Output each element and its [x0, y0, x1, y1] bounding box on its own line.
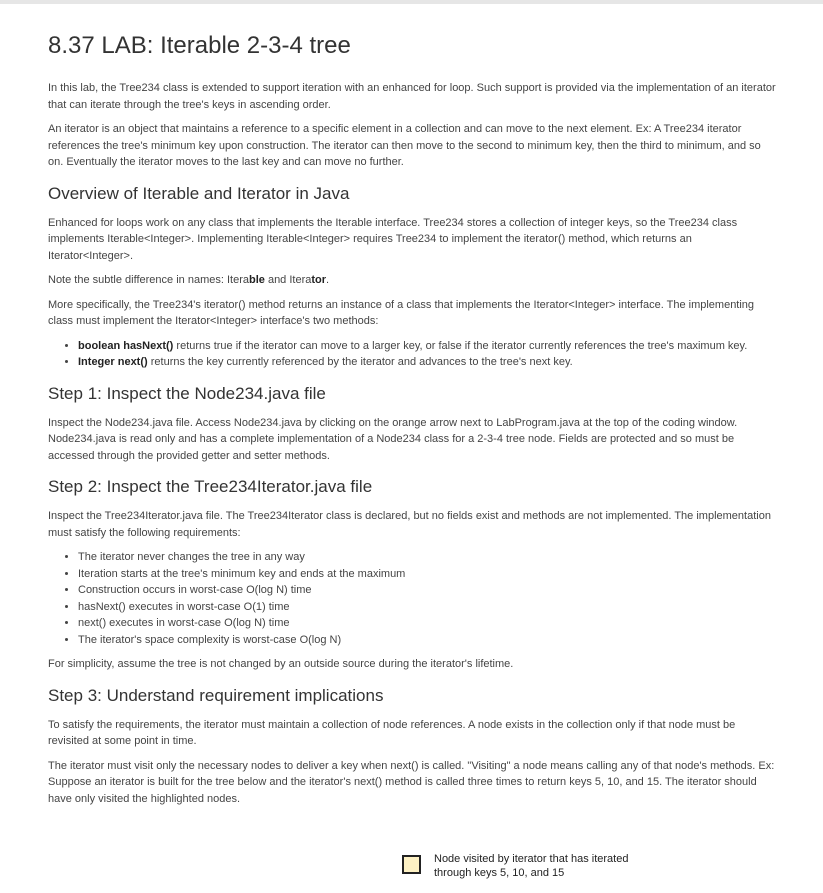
intro-paragraph-1: In this lab, the Tree234 class is extended to support iteration with an enhanced for loop. Such support is provided via the implementation of an iterator that can iterate through the tree's keys in ascending order.: [48, 82, 776, 111]
list-item-next: [78, 354, 778, 371]
highlight-swatch: [402, 855, 421, 874]
step3-paragraph-1: To satisfy the requirements, the iterator must maintain a collection of node references. A node exists in the collection only if that node must be revisited at some point in time.: [48, 718, 736, 747]
note-bold-ble: ble: [248, 274, 265, 286]
step3-heading: Step 3: Understand requirement implications: [48, 685, 384, 705]
method-list: [48, 338, 778, 371]
overview-paragraph-1: Enhanced for loops work on any class that implements the Iterable interface. Tree234 stores a collection of integer keys, so the Tree234 class implements Iterable<Integer>. Implementing Iterable<Integer> requires Tree234 to implement the iterator() method, which returns an Iterator<Integer>.: [48, 216, 738, 262]
step2-paragraph-2: For simplicity, assume the tree is not changed by an outside source during the iterator's lifetime.: [48, 658, 514, 670]
legend-label: Node visited by iterator that has iterated through keys 5, 10, and 15: [434, 853, 629, 879]
top-border: [0, 0, 823, 4]
list-item: • Construction occurs in worst-case O(log N) time: [78, 582, 778, 599]
intro-paragraph-2: An iterator is an object that maintains a reference to a specific element in a collection and can move to the next element. Ex: A Tree234 iterator references the tree's minimum key upon construction. The iterator can then move to the second to minimum key, then the third to minimum, and so on. Eventually the iterator moves to the last key and can move no further.: [48, 123, 761, 168]
list-item: • The iterator never changes the tree in any way: [78, 549, 778, 566]
method-description: returns true if the iterator can move to a larger key, or false if the iterator currently references the tree's maximum key.: [173, 339, 748, 352]
list-item-hasnext: [78, 338, 778, 355]
list-item: • Iteration starts at the tree's minimum key and ends at the maximum: [78, 566, 778, 583]
method-signature: boolean hasNext(): [78, 339, 174, 352]
overview-paragraph-3: More specifically, the Tree234's iterator() method returns an instance of a class that implements the Iterator<Integer> interface. The implementing class must implement the Iterator<Integer> interface's two methods:: [48, 298, 755, 327]
lab-content: [48, 30, 778, 815]
note-suffix: .: [326, 274, 330, 286]
page-title: 8.37 LAB: Iterable 2-3-4 tree: [48, 32, 351, 59]
method-description: returns the key currently referenced by the iterator and advances to the tree's next key.: [147, 356, 573, 368]
list-item: • hasNext() executes in worst-case O(1) time: [78, 599, 778, 616]
note-bold-tor: tor: [311, 274, 327, 286]
overview-heading: Overview of Iterable and Iterator in Java: [48, 183, 350, 203]
overview-note: [48, 272, 778, 289]
step3-paragraph-2: The iterator must visit only the necessary nodes to deliver a key when next() is called. "Visiting" a node means calling any of that node's methods. Ex: Suppose an iterator is built for the tree below and the iterator's next() method is called three times to return keys 5, 10, and 15. The iterator should have only visited the highlighted nodes.: [48, 759, 775, 805]
method-signature: Integer next(): [78, 356, 148, 368]
step1-heading: Step 1: Inspect the Node234.java file: [48, 383, 326, 403]
note-prefix: Note the subtle difference in names: Itera: [48, 274, 249, 286]
list-item: • next() executes in worst-case O(log N) time: [78, 615, 778, 632]
step1-paragraph: Inspect the Node234.java file. Access Node234.java by clicking on the orange arrow next to LabProgram.java at the top of the coding window. Node234.java is read only and has a complete implementation of a Node234 class for a 2-3-4 tree node. Fields are protected and so must be accessed through the provided getter and setter methods.: [48, 416, 738, 462]
note-mid: and Itera: [264, 274, 312, 286]
step2-paragraph-1: Inspect the Tree234Iterator.java file. The Tree234Iterator class is declared, but no fields exist and methods are not implemented. The implementation must satisfy the following requirements:: [48, 510, 771, 539]
requirements-list: [48, 549, 778, 648]
list-item: • The iterator's space complexity is worst-case O(log N): [78, 632, 778, 649]
step2-heading: Step 2: Inspect the Tree234Iterator.java file: [48, 477, 373, 496]
